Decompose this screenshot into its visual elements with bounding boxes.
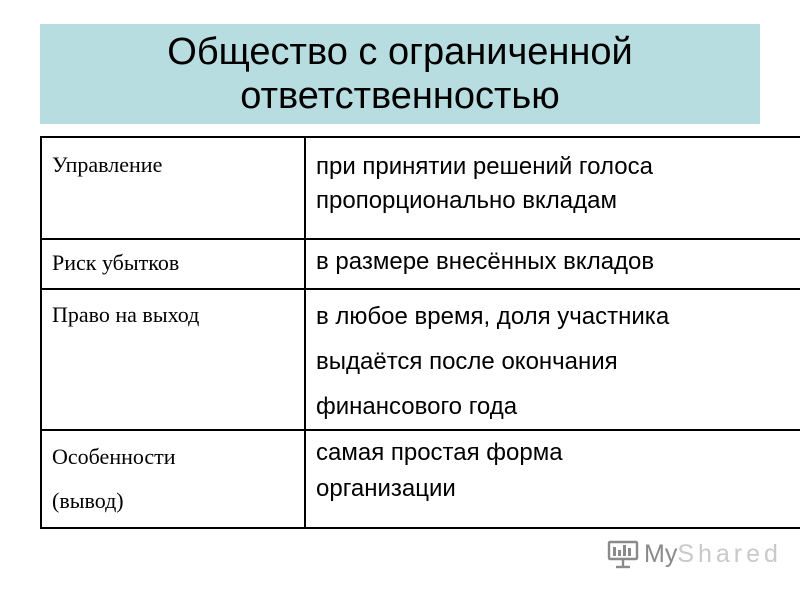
row-value xyxy=(305,430,800,528)
row-label xyxy=(41,289,305,430)
row-label xyxy=(41,137,305,239)
properties-table xyxy=(40,136,800,529)
row-value-text: самая простая форма xyxy=(316,439,563,466)
row-label-text: Право на выход xyxy=(52,302,200,327)
row-value xyxy=(305,239,800,289)
table-row-management xyxy=(41,137,800,239)
row-value-text: в размере внесённых вкладов xyxy=(316,248,655,275)
table-row-loss-risk xyxy=(41,239,800,289)
myshared-watermark xyxy=(606,536,782,572)
slide-title-line-1: Общество с ограниченной xyxy=(167,31,633,73)
row-label-text: Риск убытков xyxy=(52,250,180,275)
watermark-text xyxy=(644,540,782,569)
row-value-text: организации xyxy=(316,475,456,502)
table-row-exit-right xyxy=(41,289,800,430)
watermark-brand-strong: My xyxy=(644,539,678,568)
row-label xyxy=(41,239,305,289)
row-value-text: выдаётся после окончания xyxy=(316,348,618,375)
row-label-text: Особенности xyxy=(52,444,176,469)
presentation-board-icon xyxy=(606,539,640,569)
row-value xyxy=(305,289,800,430)
row-value-text: в любое время, доля участника xyxy=(316,303,670,330)
watermark-brand-faded: Shared xyxy=(677,539,782,568)
row-value-text: при принятии решений голоса xyxy=(316,153,653,180)
row-value-text: финансового года xyxy=(316,393,518,420)
row-value xyxy=(305,137,800,239)
row-value-text: пропорционально вкладам xyxy=(316,187,617,214)
table-row-features xyxy=(41,430,800,528)
slide-title xyxy=(40,24,760,124)
slide-title-line-2: ответственностью xyxy=(240,75,560,117)
row-label-text: (вывод) xyxy=(52,488,124,513)
row-label-text: Управление xyxy=(52,152,163,177)
row-label xyxy=(41,430,305,528)
